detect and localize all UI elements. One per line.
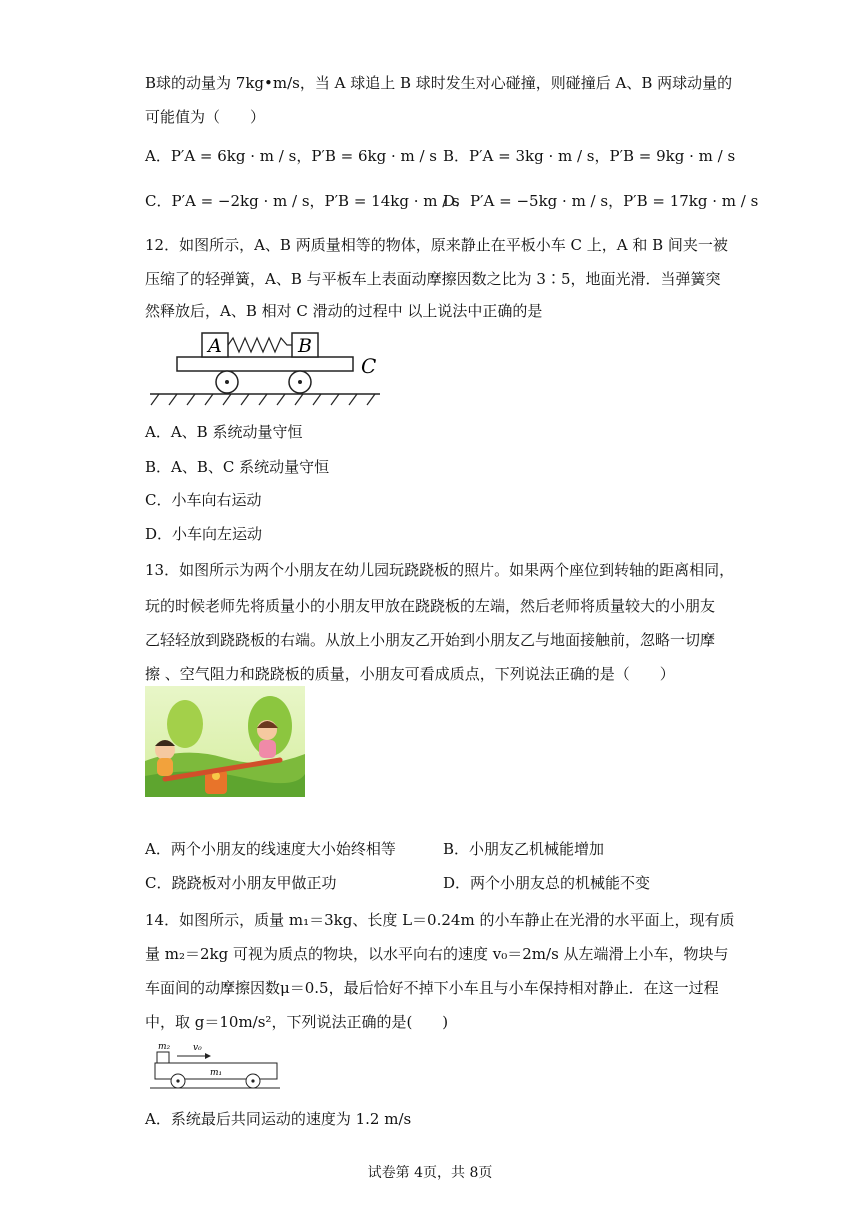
block-m2: [157, 1052, 169, 1063]
q13-option-a: A．两个小朋友的线速度大小始终相等: [145, 840, 396, 858]
q11-option-b: B．P′A = 3kg · m / s，P′B = 9kg · m / s: [443, 147, 736, 165]
block-b-label: B: [298, 335, 312, 357]
cart-m1-label: m₁: [210, 1068, 223, 1078]
q12-text-line1: 12．如图所示，A、B 两质量相等的物体，原来静止在平板小车 C 上，A 和 B 间夹一被: [145, 236, 728, 254]
q13-option-d: D．两个小朋友总的机械能不变: [443, 874, 651, 892]
q11-option-a: A．P′A = 6kg · m / s，P′B = 6kg · m / s: [145, 147, 437, 165]
q14-text-line4: 中，取 g＝10m/s²，下列说法正确的是( ): [145, 1013, 449, 1031]
page-footer: 试卷第 4页，共 8页: [367, 1165, 493, 1181]
cart-label: C: [361, 354, 377, 378]
q13-text-line3: 乙轻轻放到跷跷板的右端。从放上小朋友乙开始到小朋友乙与地面接触前，忽略一切摩: [145, 631, 716, 649]
q14-text-line2: 量 m₂＝2kg 可视为质点的物块，以水平向右的速度 v₀＝2m/s 从左端滑上小车，物块与: [145, 945, 729, 963]
q14-text-line3: 车面间的动摩擦因数μ＝0.5，最后恰好不掉下小车且与小车保持相对静止．在这一过程: [145, 979, 719, 997]
q11-option-c: C．P′A = −2kg · m / s，P′B = 14kg · m / s: [145, 192, 460, 210]
q11-option-d: D．P′A = −5kg · m / s，P′B = 17kg · m / s: [443, 192, 759, 210]
cart-platform: [177, 357, 353, 371]
block-a-label: A: [208, 335, 222, 357]
q14-option-a: A．系统最后共同运动的速度为 1.2 m/s: [145, 1110, 412, 1128]
q12-text-line2: 压缩了的轻弹簧，A、B 与平板车上表面动摩擦因数之比为 3∶5，地面光滑．当弹簧突: [145, 270, 721, 288]
ground-hatch: [151, 394, 375, 405]
q13-option-b: B．小朋友乙机械能增加: [443, 840, 605, 858]
q11-text-line1: B球的动量为 7kg•m/s，当 A 球追上 B 球时发生对心碰撞，则碰撞后 A、B 两球动量的: [145, 74, 733, 92]
q14-cart-diagram: [145, 1038, 285, 1098]
child-left-body: [157, 758, 173, 776]
q13-text-line2: 玩的时候老师先将质量小的小朋友甲放在跷跷板的左端，然后老师将质量较大的小朋友: [145, 597, 716, 615]
block-m2-label: m₂: [158, 1042, 171, 1052]
q12-option-a: A．A、B 系统动量守恒: [145, 423, 303, 441]
q13-text-line4: 擦 、空气阻力和跷跷板的质量，小朋友可看成质点，下列说法正确的是（ ）: [145, 665, 675, 683]
tree-left: [167, 700, 203, 748]
velocity-label: v₀: [193, 1043, 202, 1053]
q12-text-line3: 然释放后，A、B 相对 C 滑动的过程中 以上说法中正确的是: [145, 302, 543, 320]
q12-option-b: B．A、B、C 系统动量守恒: [145, 458, 330, 476]
q13-option-c: C．跷跷板对小朋友甲做正功: [145, 874, 337, 892]
child-right-body: [259, 740, 276, 758]
seesaw-photo: [145, 686, 305, 797]
q11-text-line2: 可能值为（ ）: [145, 108, 266, 126]
q12-cart-diagram: [145, 325, 385, 415]
spring-icon: [228, 338, 292, 352]
q13-text-line1: 13．如图所示为两个小朋友在幼儿园玩跷跷板的照片。如果两个座位到转轴的距离相同，: [145, 561, 735, 579]
q12-option-d: D．小车向左运动: [145, 525, 263, 543]
q12-option-c: C．小车向右运动: [145, 491, 262, 509]
q14-text-line1: 14．如图所示，质量 m₁＝3kg、长度 L＝0.24m 的小车静止在光滑的水平面上，现有质: [145, 911, 735, 929]
